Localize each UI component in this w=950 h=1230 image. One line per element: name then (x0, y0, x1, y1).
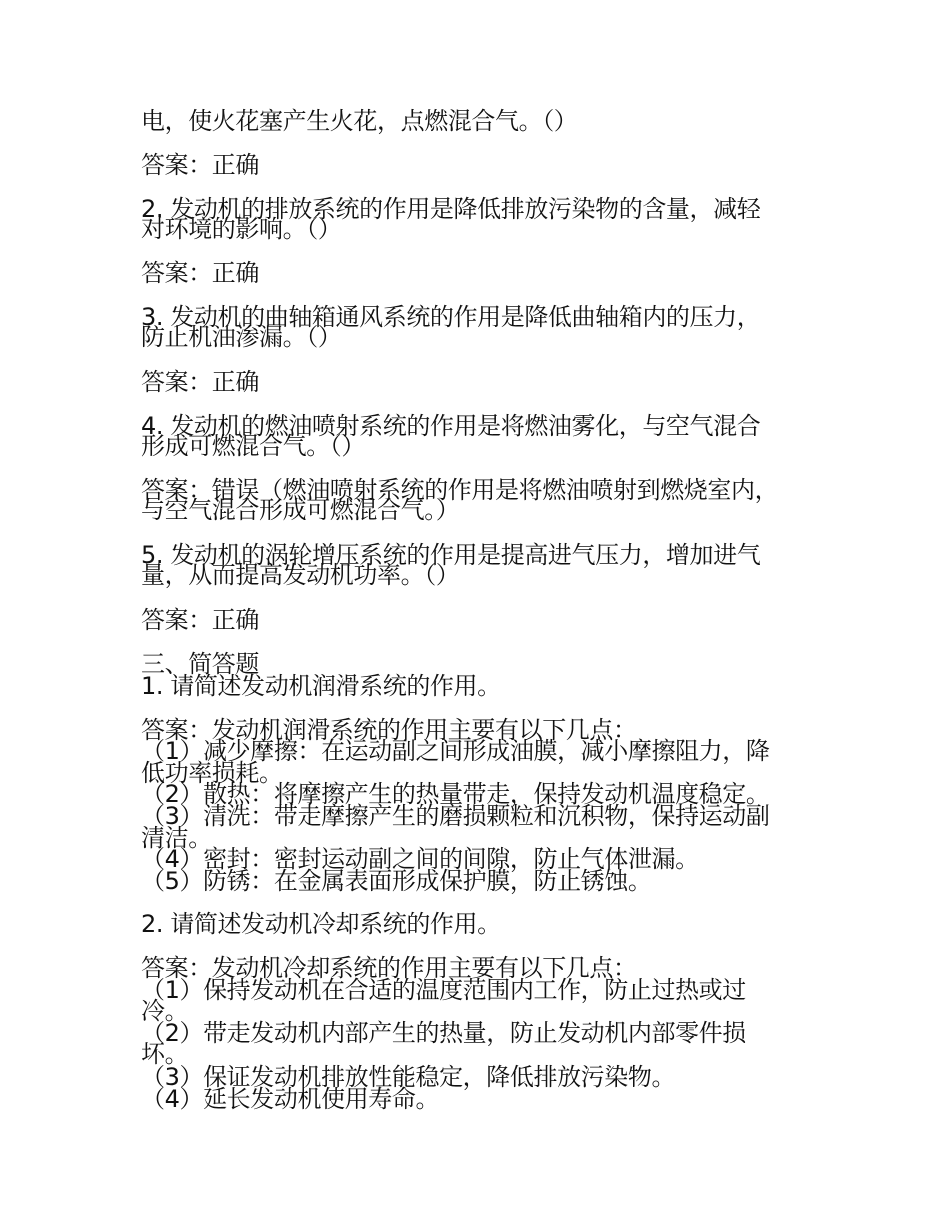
short-answer-2-item-4: （4）延长发动机使用寿命。 (141, 1085, 440, 1113)
answer-2: 答案：正确 (141, 259, 259, 287)
answer-4-line-1: 答案：错误（燃油喷射系统的作用是将燃油喷射到燃烧室内， (141, 476, 779, 504)
answer-3: 答案：正确 (141, 368, 259, 396)
question-1-tail: 电，使火花塞产生火花，点燃混合气。（） (141, 107, 578, 135)
question-2-line-2: 对环境的影响。（） (141, 215, 342, 243)
question-3-line-2: 防止机油渗漏。（） (141, 323, 342, 351)
question-4-line-1: 4. 发动机的燃油喷射系统的作用是将燃油雾化，与空气混合 (141, 412, 761, 440)
short-answer-2-item-2: （2）带走发动机内部产生的热量，防止发动机内部零件损 (141, 1019, 746, 1047)
short-question-2: 2. 请简述发动机冷却系统的作用。 (141, 910, 501, 938)
question-3-line-1: 3. 发动机的曲轴箱通风系统的作用是降低曲轴箱内的压力， (141, 303, 761, 331)
question-2-line-1: 2. 发动机的排放系统的作用是降低排放污染物的含量，减轻 (141, 195, 761, 223)
question-4-line-2: 形成可燃混合气。（） (141, 432, 365, 460)
short-answer-2-item-3: （3）保证发动机排放性能稳定，降低排放污染物。 (141, 1063, 676, 1091)
short-answer-2-item-1: （1）保持发动机在合适的温度范围内工作，防止过热或过 (141, 976, 746, 1004)
short-answer-1-item-1: （1）减少摩擦：在运动副之间形成油膜，减小摩擦阻力，降 (141, 737, 770, 765)
short-question-1: 1. 请简述发动机润滑系统的作用。 (141, 672, 501, 700)
short-answer-2-item-1-cont: 冷。 (141, 997, 189, 1025)
short-answer-1-item-1-cont: 低功率损耗。 (141, 759, 283, 787)
question-5-line-2: 量，从而提高发动机功率。（） (141, 561, 460, 589)
answer-4-line-2: 与空气混合形成可燃混合气。） (141, 496, 460, 524)
answer-1: 答案：正确 (141, 151, 259, 179)
short-answer-2-intro: 答案：发动机冷却系统的作用主要有以下几点： (141, 954, 637, 982)
section-heading: 三、简答题 (141, 650, 259, 678)
short-answer-2-item-2-cont: 坏。 (141, 1040, 189, 1068)
short-answer-1-item-3: （3）清洗：带走摩擦产生的磨损颗粒和沉积物，保持运动副 (141, 802, 770, 830)
short-answer-1-item-3-cont: 清洁。 (141, 824, 212, 852)
question-5-line-1: 5. 发动机的涡轮增压系统的作用是提高进气压力，增加进气 (141, 541, 761, 569)
short-answer-1-item-4: （4）密封：密封运动副之间的间隙，防止气体泄漏。 (141, 845, 699, 873)
short-answer-1-item-2: （2）散热：将摩擦产生的热量带走，保持发动机温度稳定。 (141, 780, 770, 808)
short-answer-1-item-5: （5）防锈：在金属表面形成保护膜，防止锈蚀。 (141, 867, 652, 895)
answer-5: 答案：正确 (141, 606, 259, 634)
short-answer-1-intro: 答案：发动机润滑系统的作用主要有以下几点： (141, 716, 637, 744)
